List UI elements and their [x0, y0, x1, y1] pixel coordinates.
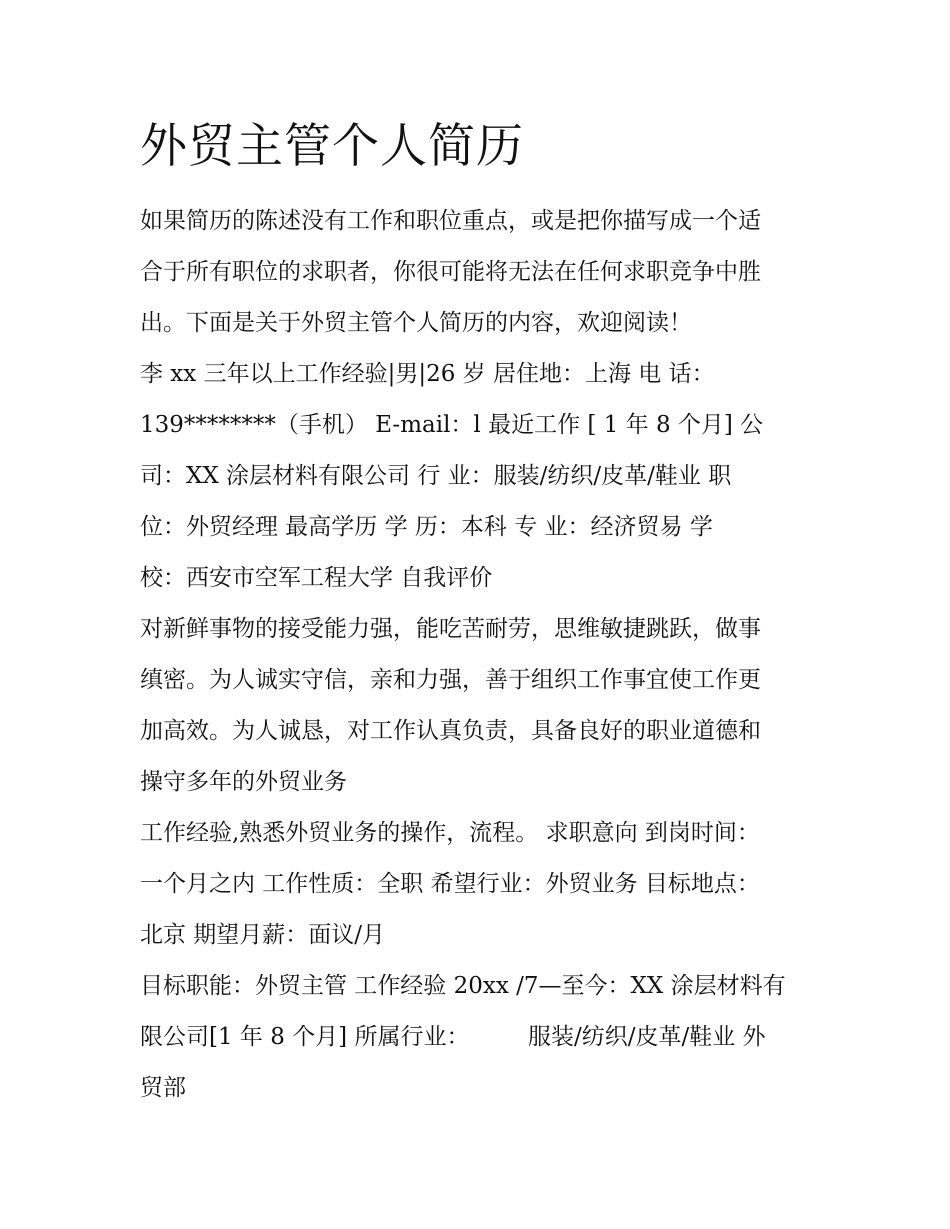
- body-line: 出。下面是关于外贸主管个人简历的内容，欢迎阅读！: [140, 310, 692, 336]
- document-body: [140, 196, 830, 1114]
- body-line: 操守多年的外贸业务: [140, 769, 347, 795]
- body-line: 限公司[1 年 8 个月] 所属行业： 服装/纺织/皮革/鞋业 外: [140, 1024, 766, 1050]
- body-line: 合于所有职位的求职者，你很可能将无法在任何求职竞争中胜: [140, 259, 761, 285]
- body-line: 位：外贸经理 最高学历 学 历：本科 专 业：经济贸易 学: [140, 514, 713, 540]
- body-line: 139********（手机） E-mail：l 最近工作 [ 1 年 8 个月] 公: [140, 412, 764, 438]
- document-title: 外贸主管个人简历: [140, 119, 524, 174]
- body-line: 校：西安市空军工程大学 自我评价: [140, 565, 493, 591]
- body-line: 加高效。为人诚恳，对工作认真负责，具备良好的职业道德和: [140, 718, 761, 744]
- body-line: 司：XX 涂层材料有限公司 行 业：服装/纺织/皮革/鞋业 职: [140, 463, 732, 489]
- body-line: 如果简历的陈述没有工作和职位重点，或是把你描写成一个适: [140, 208, 761, 234]
- body-line: 北京 期望月薪：面议/月: [140, 922, 386, 948]
- body-line: 对新鲜事物的接受能力强，能吃苦耐劳，思维敏捷跳跃，做事: [140, 616, 761, 642]
- body-line: 缜密。为人诚实守信，亲和力强，善于组织工作事宜使工作更: [140, 667, 761, 693]
- body-line: 工作经验,熟悉外贸业务的操作，流程。 求职意向 到岗时间：: [140, 820, 760, 846]
- body-line: 目标职能：外贸主管 工作经验 20xx /7—至今：XX 涂层材料有: [140, 973, 786, 999]
- body-line: 一个月之内 工作性质：全职 希望行业：外贸业务 目标地点：: [140, 871, 760, 897]
- body-line: 贸部: [140, 1075, 186, 1101]
- body-line: 李 xx 三年以上工作经验|男|26 岁 居住地：上海 电 话：: [140, 361, 715, 387]
